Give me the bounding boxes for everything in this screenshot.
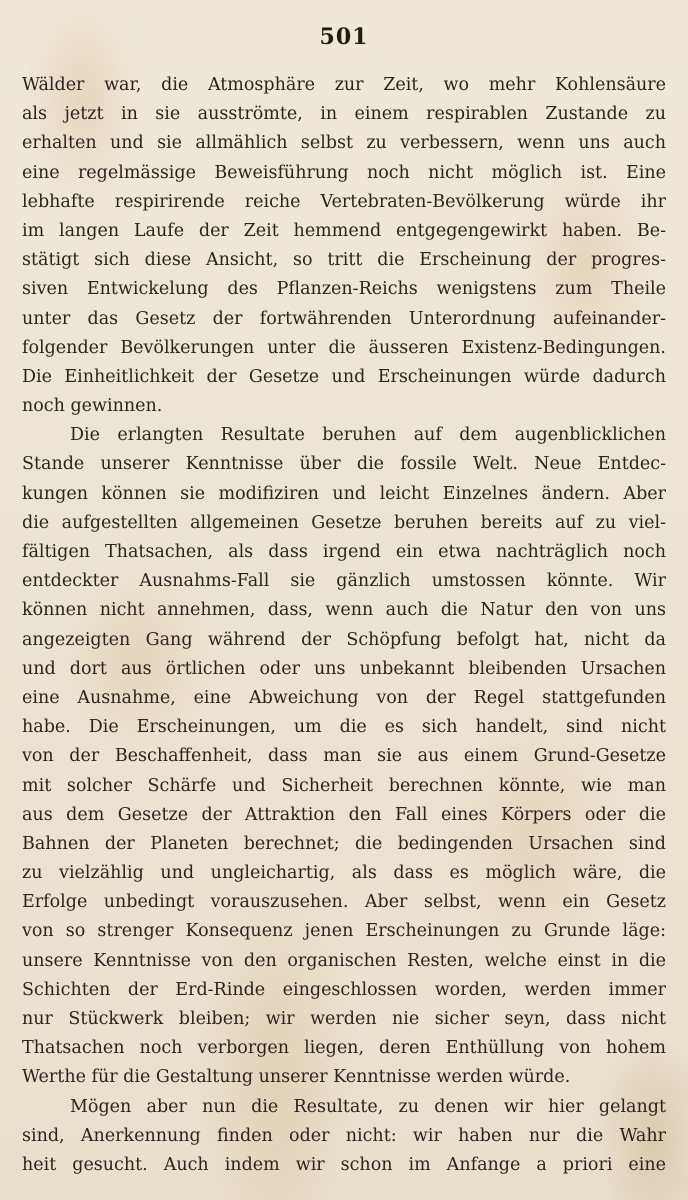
text-line: Werthe für die Gestaltung unserer Kenntnisse werden würde. (22, 1067, 571, 1088)
text-line: können nicht annehmen, dass, wenn auch die Natur den von uns (22, 600, 666, 621)
text-line: folgender Bevölkerungen unter die äusseren Existenz-Bedingungen. (22, 337, 666, 358)
text-line: lebhafte respirirende reiche Vertebraten-Bevölkerung würde ihr (22, 191, 666, 212)
text-line: als jetzt in sie ausströmte, in einem respirablen Zustande zu (22, 104, 666, 125)
text-line: eine Ausnahme, eine Abweichung von der Regel stattgefunden (22, 687, 666, 708)
text-line: Thatsachen noch verborgen liegen, deren Enthüllung von hohem (22, 1038, 666, 1059)
text-line: kungen können sie modifiziren und leicht Einzelnes ändern. Aber (22, 483, 666, 504)
text-line: zu vielzählig und ungleichartig, als dass es möglich wäre, die (22, 863, 666, 884)
text-line: noch gewinnen. (22, 396, 163, 417)
text-line: im langen Laufe der Zeit hemmend entgegengewirkt haben. Be- (22, 220, 666, 241)
text-line: Bahnen der Planeten berechnet; die bedingenden Ursachen sind (22, 833, 666, 854)
text-line: Die erlangten Resultate beruhen auf dem augenblicklichen (70, 425, 666, 446)
text-line: von der Beschaffenheit, dass man sie aus einem Grund-Gesetze (22, 746, 666, 767)
text-line: angezeigten Gang während der Schöpfung befolgt hat, nicht da (22, 629, 666, 650)
text-line: Schichten der Erd-Rinde eingeschlossen worden, werden immer (22, 979, 666, 1000)
page-number: 501 (319, 24, 369, 50)
text-line: Wälder war, die Atmosphäre zur Zeit, wo mehr Kohlensäure (22, 75, 666, 95)
text-line: siven Entwickelung des Pflanzen-Reichs wenigstens zum Theile (22, 279, 666, 300)
text-line: die aufgestellten allgemeinen Gesetze beruhen bereits auf zu viel- (22, 512, 666, 533)
text-line: erhalten und sie allmählich selbst zu verbessern, wenn uns auch (22, 133, 666, 154)
text-line: entdeckter Ausnahms-Fall sie gänzlich umstossen könnte. Wir (22, 571, 666, 592)
text-line: sind, Anerkennung finden oder nicht: wir haben nur die Wahr (22, 1125, 666, 1146)
text-line: Stande unserer Kenntnisse über die fossile Welt. Neue Entdec- (22, 454, 666, 475)
body-text (22, 71, 666, 1180)
text-line: habe. Die Erscheinungen, um die es sich handelt, sind nicht (22, 717, 666, 738)
text-line: mit solcher Schärfe und Sicherheit berechnen könnte, wie man (22, 775, 666, 796)
text-line: Erfolge unbedingt vorauszusehen. Aber selbst, wenn ein Gesetz (22, 892, 666, 913)
text-line: Die Einheitlichkeit der Gesetze und Erscheinungen würde dadurch (22, 366, 666, 387)
text-line: aus dem Gesetze der Attraktion den Fall eines Körpers oder die (22, 804, 666, 825)
text-line: Mögen aber nun die Resultate, zu denen wir hier gelangt (70, 1096, 666, 1117)
text-line: heit gesucht. Auch indem wir schon im Anfange a priori eine (22, 1154, 666, 1175)
text-line: unsere Kenntnisse von den organischen Resten, welche einst in die (22, 950, 666, 971)
text-line: stätigt sich diese Ansicht, so tritt die Erscheinung der progres- (22, 250, 666, 271)
text-line: und dort aus örtlichen oder uns unbekannt bleibenden Ursachen (22, 658, 666, 679)
text-line: von so strenger Konsequenz jenen Erscheinungen zu Grunde läge: (22, 921, 666, 942)
text-line: eine regelmässige Beweisführung noch nicht möglich ist. Eine (22, 162, 666, 183)
text-line: fältigen Thatsachen, als dass irgend ein etwa nachträglich noch (22, 542, 666, 562)
text-line: nur Stückwerk bleiben; wir werden nie sicher seyn, dass nicht (22, 1009, 666, 1029)
text-line: unter das Gesetz der fortwährenden Unterordnung aufeinander- (22, 308, 666, 329)
